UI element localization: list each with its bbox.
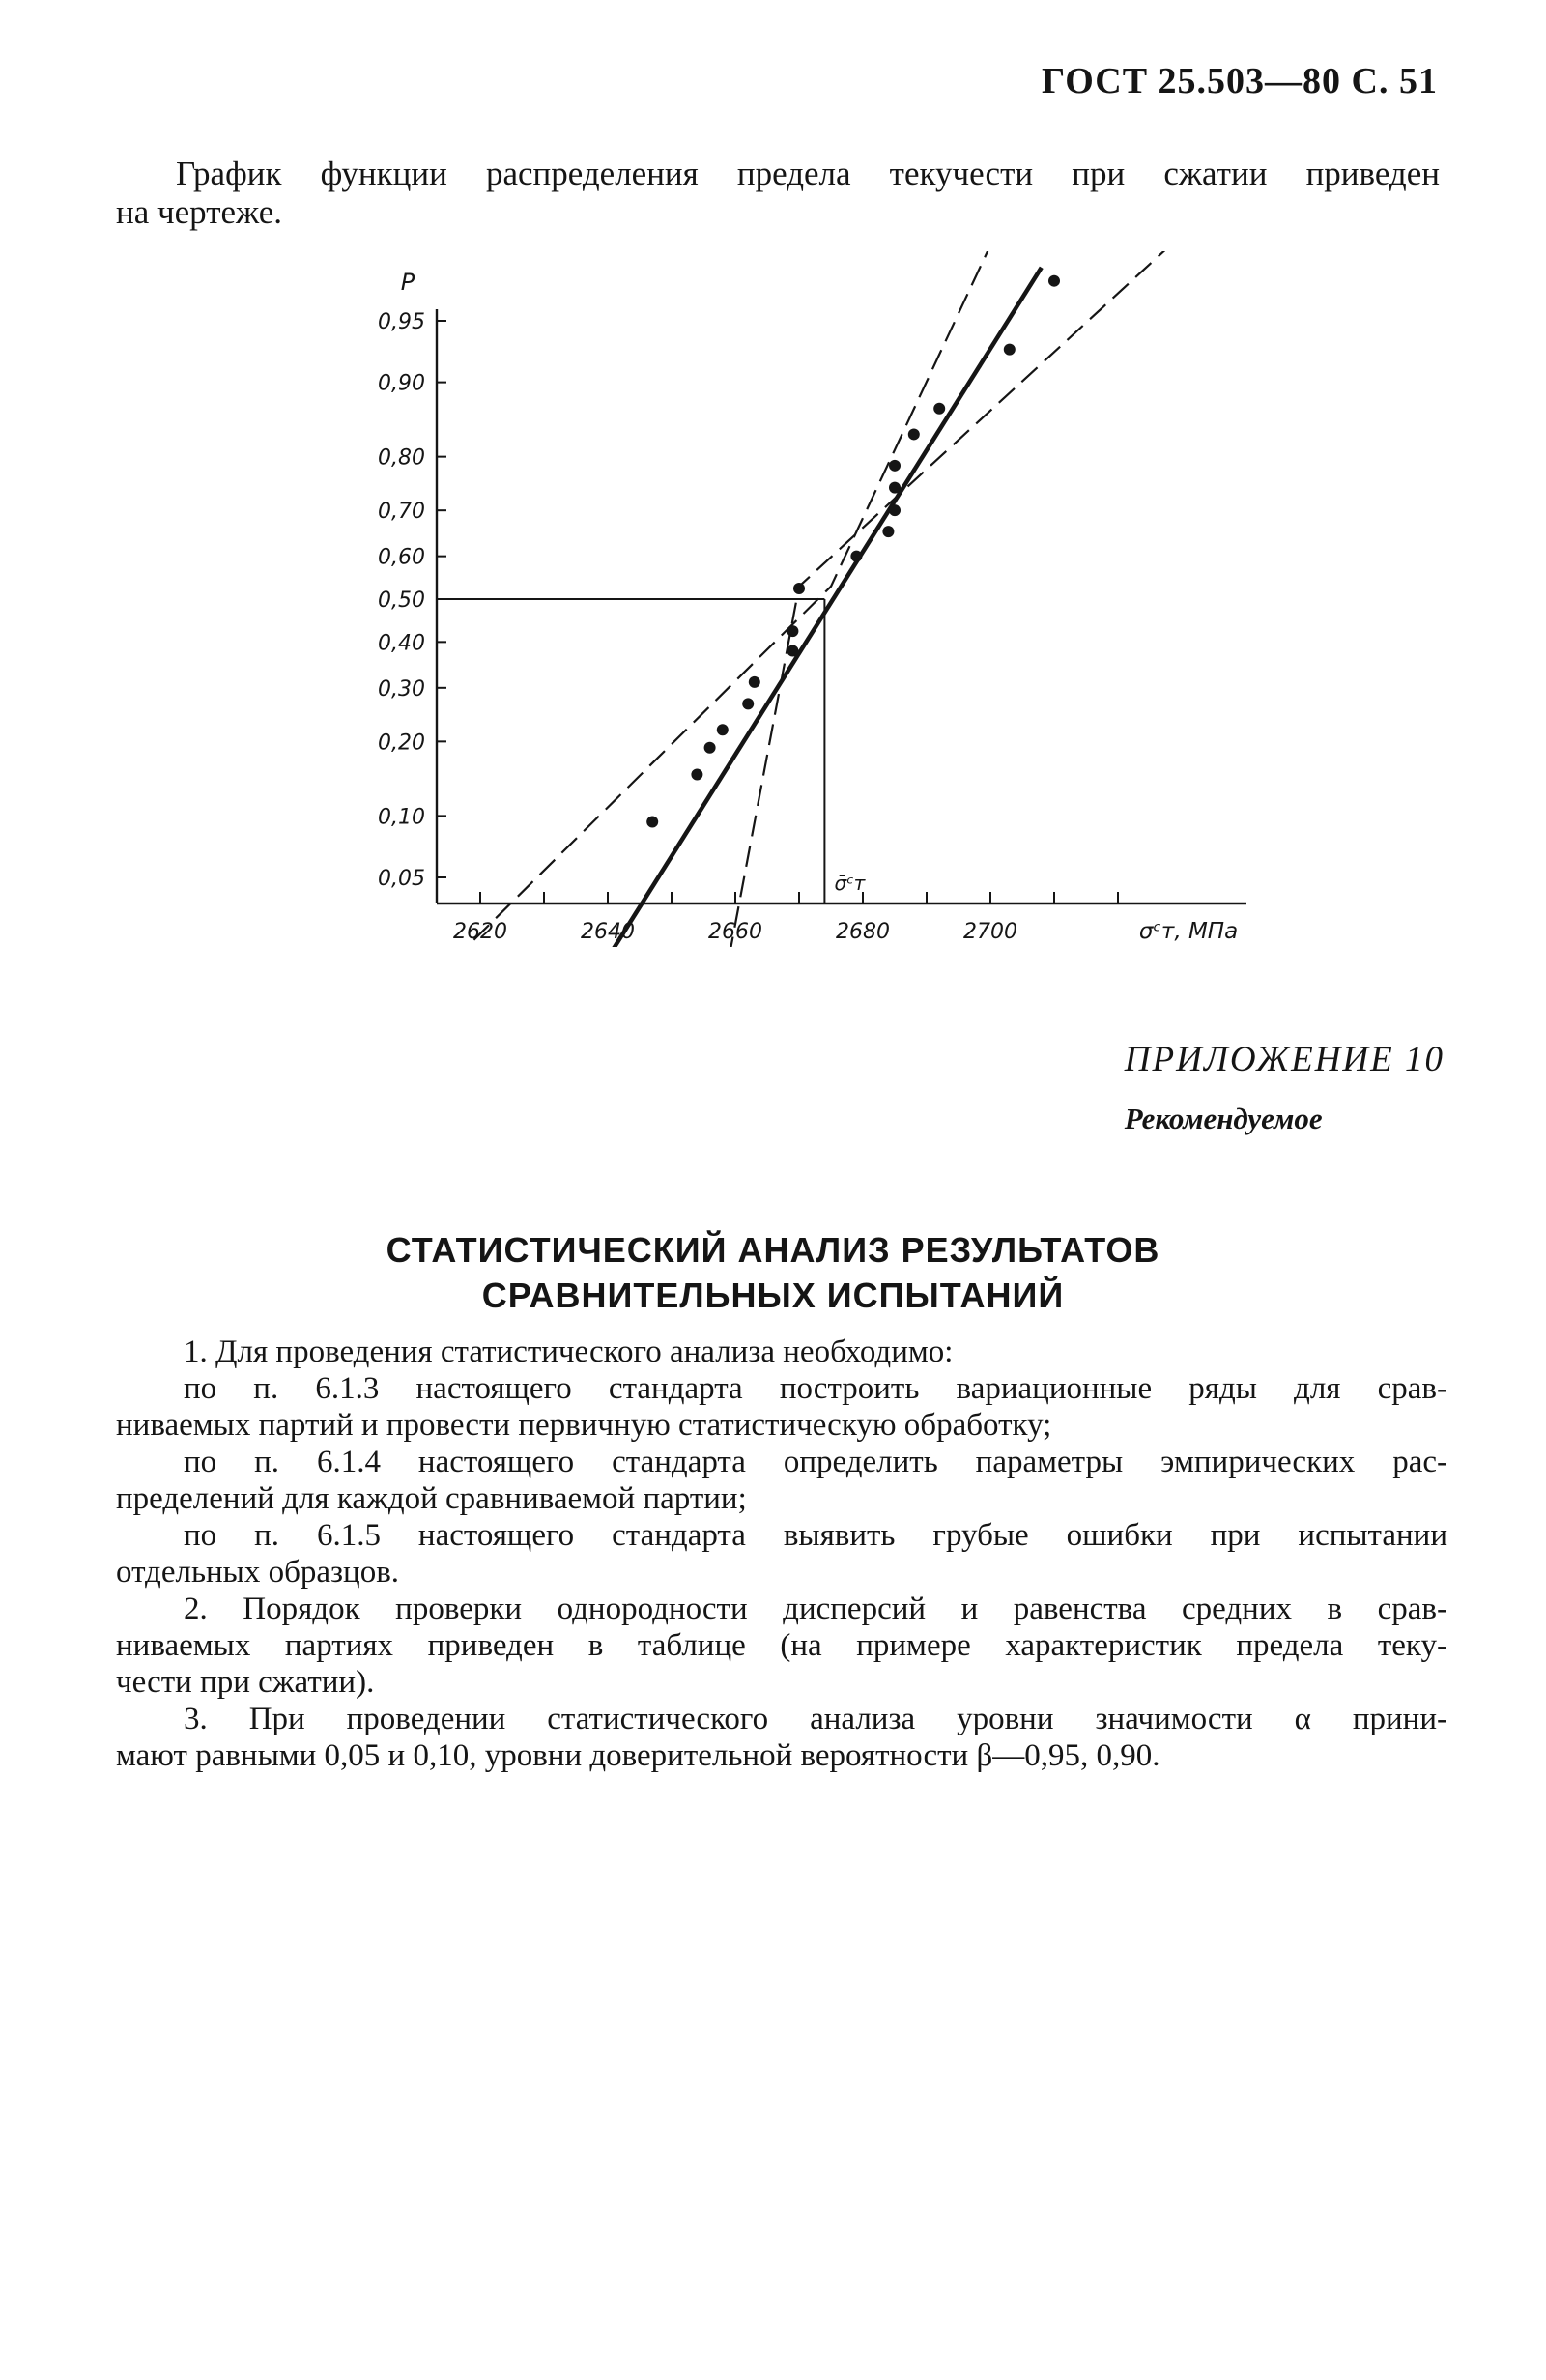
data-point <box>787 625 798 637</box>
data-point <box>850 551 862 562</box>
data-point <box>882 526 894 537</box>
paragraph-3-line-2: пределений для каждой сравниваемой партии; <box>116 1481 747 1516</box>
y-tick-label: 0,20 <box>378 731 425 756</box>
y-tick-label: 0,10 <box>378 805 425 830</box>
data-point <box>889 504 901 516</box>
data-point <box>704 742 716 754</box>
x-tick-label: 2680 <box>836 920 890 944</box>
data-point <box>889 482 901 494</box>
x-tick-label: 2660 <box>708 920 762 944</box>
paragraph-1: 1. Для проведения статистического анализа необходимо: <box>184 1334 954 1369</box>
intro-paragraph <box>116 155 1440 232</box>
x-tick-label: 2700 <box>963 920 1017 944</box>
confidence-band-lower <box>473 251 1028 940</box>
y-axis-label: P <box>400 269 415 296</box>
y-tick-label: 0,40 <box>378 631 425 656</box>
page-header: ГОСТ 25.503—80 С. 51 <box>1042 61 1438 101</box>
y-tick-label: 0,95 <box>378 310 425 334</box>
paragraph-4-line-1: по п. 6.1.5 настоящего стандарта выявить грубые ошибки при испытании <box>184 1518 1447 1553</box>
y-tick-label: 0,60 <box>378 545 425 570</box>
section-title-line-1: СТАТИСТИЧЕСКИЙ АНАЛИЗ РЕЗУЛЬТАТОВ <box>386 1230 1160 1270</box>
paragraph-6-line-2: мают равными 0,05 и 0,10, уровни доверительной вероятности β—0,95, 0,90. <box>116 1738 1160 1773</box>
intro-line-1: График функции распределения предела текучести при сжатии приведен <box>176 155 1440 192</box>
data-point <box>787 645 798 656</box>
data-point <box>749 676 760 688</box>
data-point <box>889 460 901 472</box>
appendix-block <box>1125 1039 1445 1136</box>
paragraph-6-line-1: 3. При проведении статистического анализа уровни значимости α прини- <box>184 1702 1447 1736</box>
paragraph-5-line-2: ниваемых партиях приведен в таблице (на примере характеристик предела теку- <box>116 1628 1447 1663</box>
data-point <box>793 583 805 594</box>
y-tick-label: 0,80 <box>378 445 425 471</box>
y-tick-label: 0,50 <box>378 588 425 613</box>
x-axis-label: σᶜт, МПа <box>1138 919 1239 944</box>
y-tick-label: 0,30 <box>378 676 425 702</box>
data-point <box>646 817 658 828</box>
paragraph-4-line-2: отдельных образцов. <box>116 1555 400 1590</box>
paragraph-2-line-1: по п. 6.1.3 настоящего стандарта построить вариационные ряды для срав- <box>184 1371 1447 1406</box>
data-point <box>1004 344 1016 356</box>
y-tick-label: 0,70 <box>378 500 425 525</box>
mean-marker-label: σ̄ᶜт <box>834 872 866 895</box>
data-point <box>717 724 729 735</box>
appendix-title: ПРИЛОЖЕНИЕ 10 <box>1124 1040 1445 1079</box>
intro-line-2: на чертеже. <box>116 193 283 231</box>
section-title-line-2: СРАВНИТЕЛЬНЫХ ИСПЫТАНИЙ <box>481 1276 1065 1315</box>
section-title <box>0 1227 1546 1318</box>
data-point <box>933 403 945 415</box>
paragraph-5-line-3: чести при сжатии). <box>116 1665 375 1700</box>
distribution-chart <box>358 251 1266 947</box>
y-tick-label: 0,05 <box>378 867 425 891</box>
x-tick-label: 2640 <box>581 920 635 944</box>
data-point <box>908 428 920 440</box>
appendix-subtitle: Рекомендуемое <box>1124 1102 1323 1135</box>
data-point <box>1048 275 1060 287</box>
body-text <box>116 1333 1447 1774</box>
data-point <box>691 768 702 780</box>
x-tick-label: 2620 <box>453 920 507 944</box>
y-tick-label: 0,90 <box>378 371 425 396</box>
paragraph-5-line-1: 2. Порядок проверки однородности дисперсий и равенства средних в срав- <box>184 1591 1447 1626</box>
data-point <box>742 698 754 709</box>
paragraph-3-line-1: по п. 6.1.4 настоящего стандарта определить параметры эмпирических рас- <box>184 1445 1447 1479</box>
paragraph-2-line-2: ниваемых партий и провести первичную статистическую обработку; <box>116 1408 1052 1443</box>
